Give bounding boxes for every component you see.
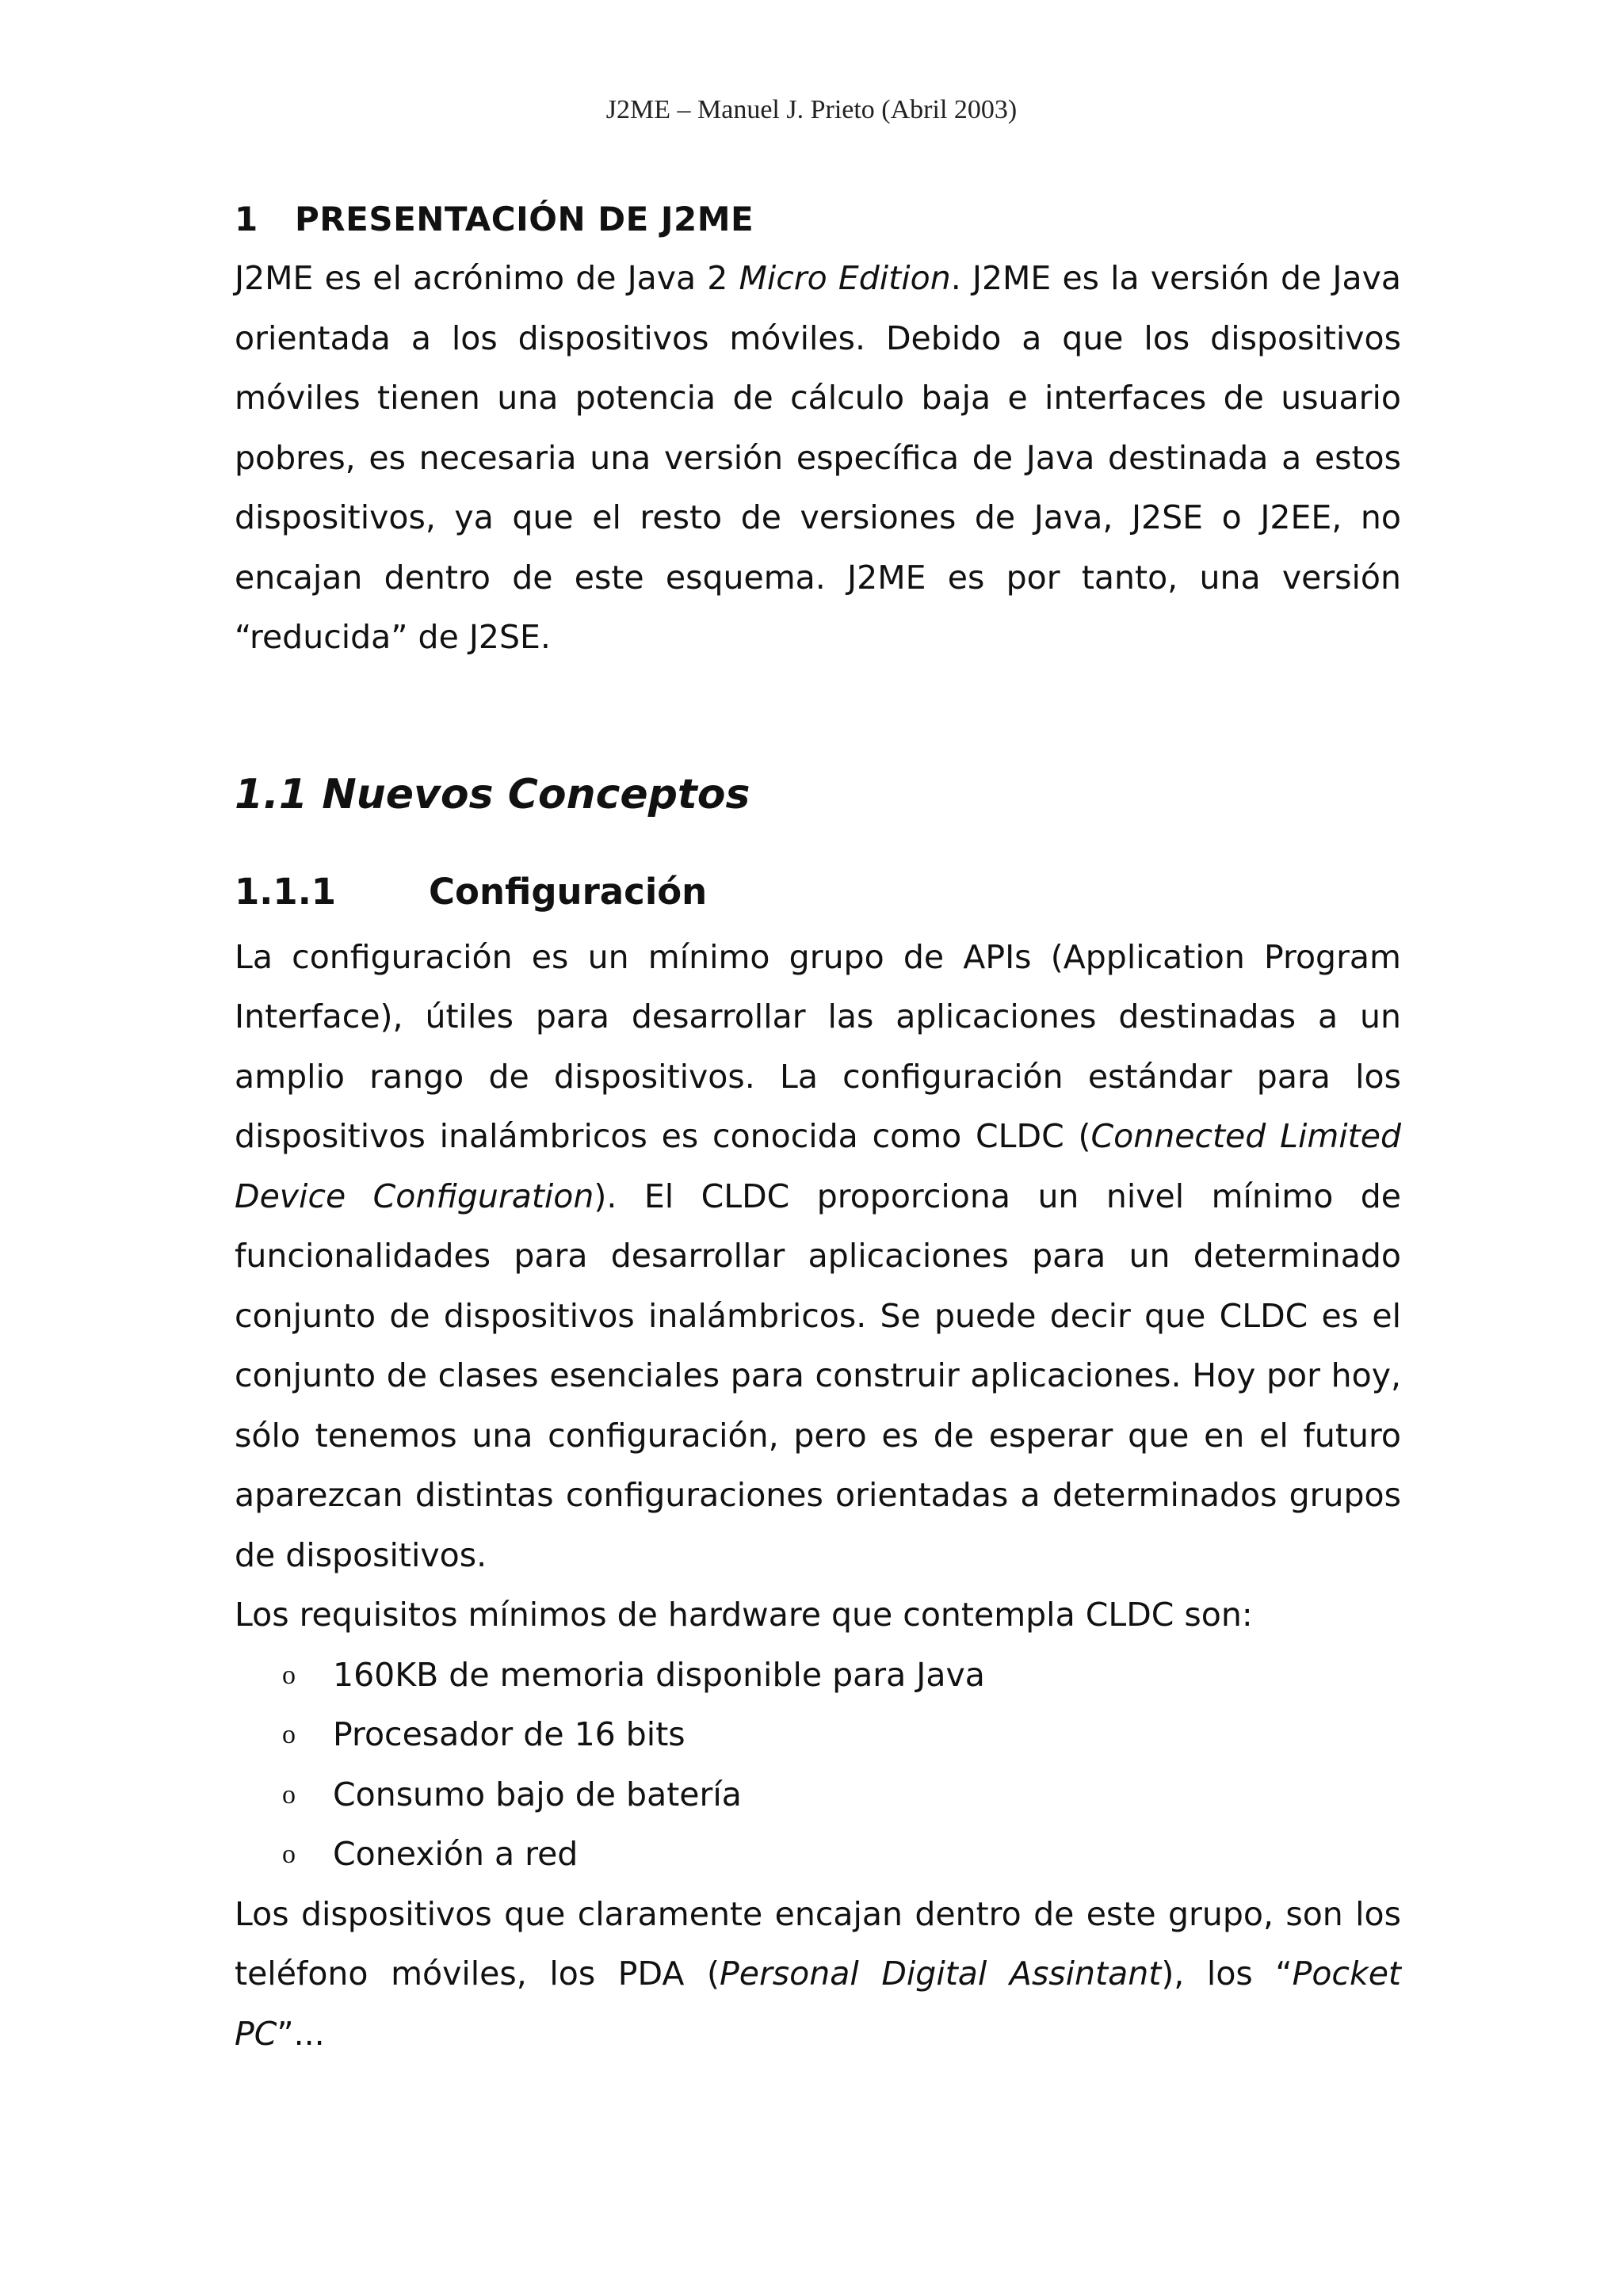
section-1-1-1-heading <box>235 863 1401 921</box>
section-1-number: 1 <box>235 200 258 238</box>
bullet-icon: o <box>282 1779 296 1810</box>
list-item-text: Procesador de 16 bits <box>333 1715 685 1753</box>
section-1-1-heading: 1.1 Nuevos Conceptos <box>235 770 750 818</box>
list-item <box>235 1705 1401 1765</box>
section-1-heading <box>235 190 1401 249</box>
devices-paragraph <box>235 1885 1401 2065</box>
requirements-list <box>235 1646 1401 1885</box>
italic-term: Personal Digital Assintant <box>720 1955 1162 1993</box>
paragraph-text: ), los “ <box>1161 1955 1293 1993</box>
paragraph-text: . J2ME es la versión de Java orientada a los dispositivos móviles. Debido a que los dispositivos móviles tienen una potencia de cálculo baja e interfaces de usuario pobres, es necesaria una versión específica de Java destinada a estos dispositivos, ya que el resto de versiones de Java, J2SE o J2EE, no encajan dentro de este esquema. J2ME es por tanto, una versión “reducida” de J2SE. <box>235 259 1402 656</box>
section-1-paragraph <box>235 249 1401 668</box>
list-item <box>235 1825 1401 1885</box>
paragraph-text: Los dispositivos que claramente encajan dentro de este grupo, son los teléfono móviles, los PDA ( <box>235 1894 1401 1993</box>
configuracion-paragraph <box>235 928 1401 1586</box>
paragraph-text: ”... <box>277 2014 325 2053</box>
paragraph-text: J2ME es el acrónimo de Java 2 <box>235 259 739 297</box>
paragraph-text: ). El CLDC proporciona un nivel mínimo de funcionalidades para desarrollar aplicaciones para un determinado conjunto de dispositivos inalámbricos. Se puede decir que CLDC es el conjunto de clases esenciales para construir aplicaciones. Hoy por hoy, sólo tenemos una configuración, pero es de esperar que en el futuro aparezcan distintas configuraciones orientadas a determinados grupos de dispositivos. <box>235 1177 1402 1574</box>
document-body <box>235 190 1401 2064</box>
bullet-icon: o <box>282 1660 296 1690</box>
section-1-1-1-title: Configuración <box>429 870 708 913</box>
requirements-intro: Los requisitos mínimos de hardware que contempla CLDC son: <box>235 1596 1253 1634</box>
list-item <box>235 1646 1401 1706</box>
section-1-1-1-number: 1.1.1 <box>235 870 337 913</box>
list-item <box>235 1765 1401 1825</box>
section-1-title: PRESENTACIÓN DE J2ME <box>295 200 754 238</box>
bullet-icon: o <box>282 1840 296 1869</box>
italic-term: Connected Limited Device Configuration <box>235 1117 1401 1215</box>
paragraph-text: La configuración es un mínimo grupo de APIs (Application Program Interface), útiles para desarrollar las aplicaciones destinadas a un amplio rango de dispositivos. La configuración estándar para los dispositivos inalámbricos es conocida como CLDC ( <box>235 937 1401 1155</box>
list-item-text: Consumo bajo de batería <box>333 1775 742 1814</box>
page-header: J2ME – Manuel J. Prieto (Abril 2003) <box>605 95 1018 124</box>
list-item-text: 160KB de memoria disponible para Java <box>333 1655 985 1694</box>
bullet-icon: o <box>282 1720 296 1749</box>
list-item-text: Conexión a red <box>333 1835 579 1873</box>
italic-term: Micro Edition <box>739 259 951 297</box>
italic-term: Pocket PC <box>235 1955 1401 2053</box>
